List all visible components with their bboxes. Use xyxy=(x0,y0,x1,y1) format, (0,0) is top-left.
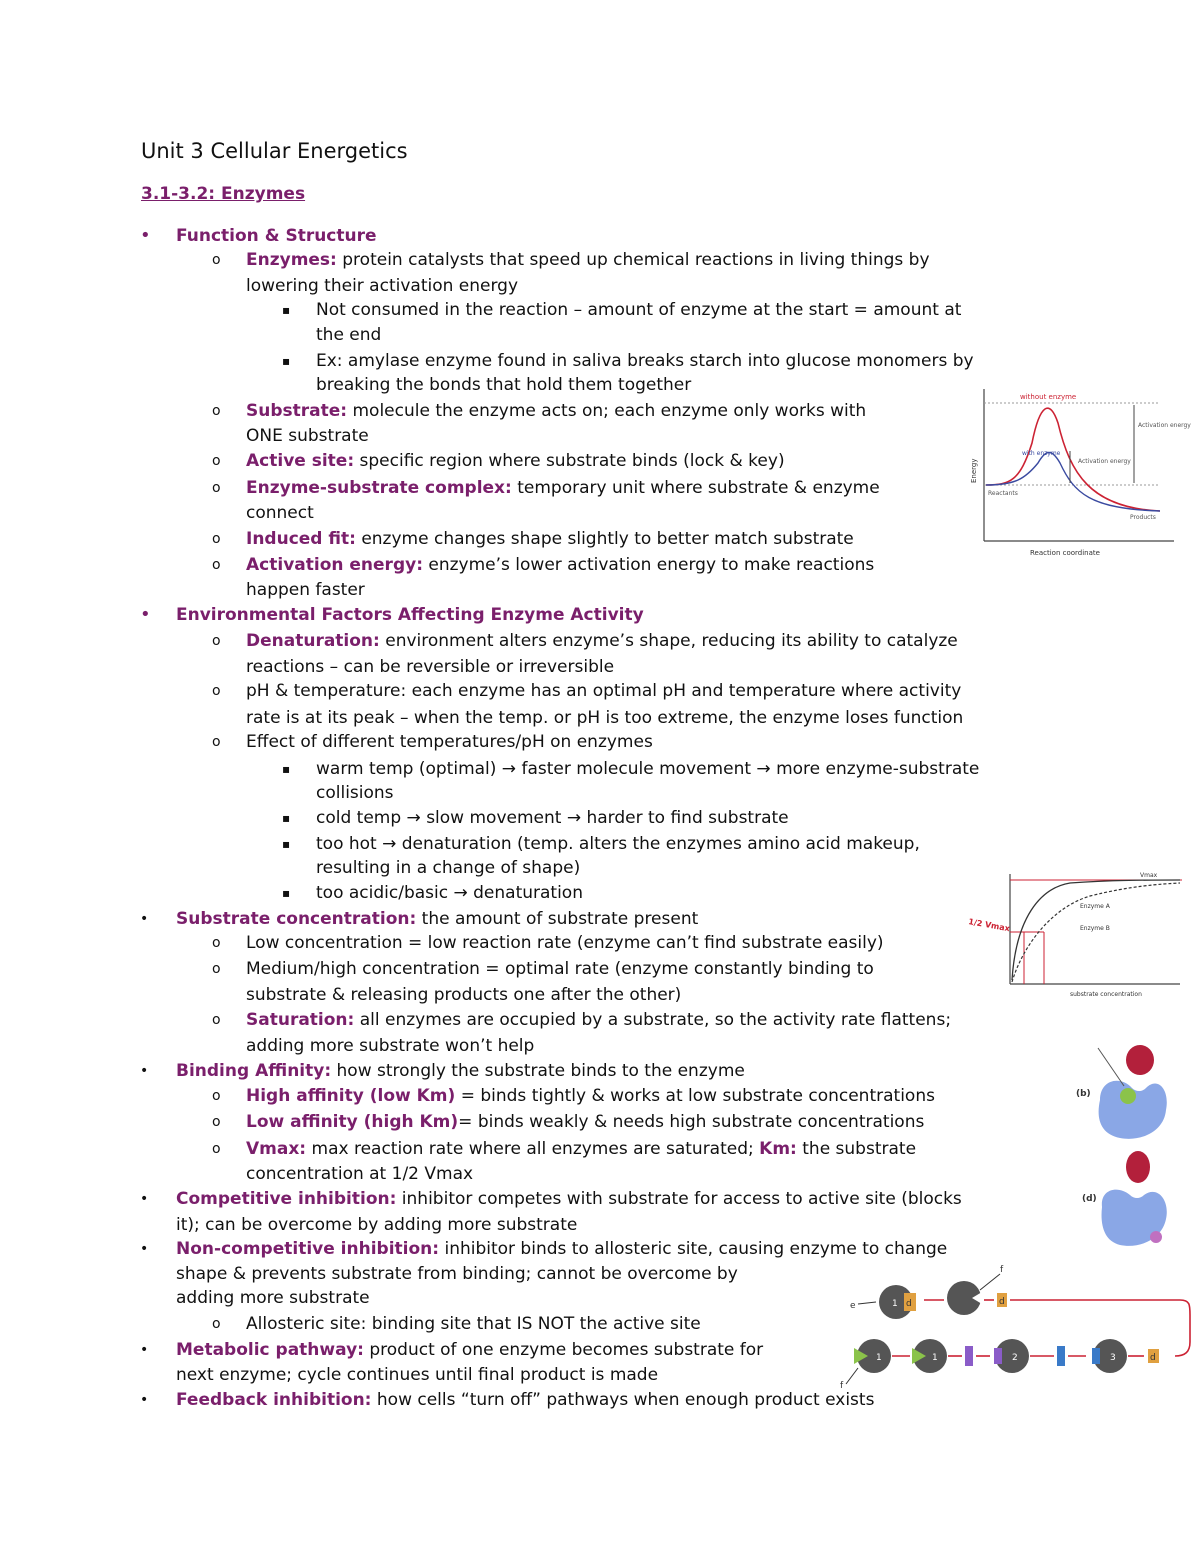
inhibitor-shape xyxy=(1120,1088,1136,1104)
product-d-text: d xyxy=(999,1297,1005,1307)
note-line xyxy=(246,248,930,272)
note-line xyxy=(246,527,854,551)
term: Feedback inhibition: xyxy=(176,1390,372,1410)
figure-d-label: (d) xyxy=(1082,1194,1097,1204)
sub-bullet-icon: o xyxy=(212,935,221,951)
term: Saturation: xyxy=(246,1010,355,1030)
definition-text: next enzyme; cycle continues until final product is made xyxy=(176,1365,659,1385)
competitive-inhibition-figure xyxy=(1070,1040,1180,1150)
intermediate-c xyxy=(1057,1346,1065,1366)
sub-bullet-icon: o xyxy=(212,734,221,750)
y-axis-label: Energy xyxy=(970,458,978,483)
note-line xyxy=(176,603,644,627)
definition-text: inhibitor competes with substrate for access to active site (blocks xyxy=(396,1189,962,1209)
term: Metabolic pathway: xyxy=(176,1340,364,1360)
definition-text: specific region where substrate binds (lock & key) xyxy=(354,451,785,471)
term: Enzyme-substrate complex: xyxy=(246,478,512,498)
label-e: e xyxy=(850,1301,856,1311)
bullet-icon: • xyxy=(140,225,151,246)
square-bullet-icon: ▪ xyxy=(282,811,291,825)
definition-text: environment alters enzyme’s shape, reducing its ability to catalyze xyxy=(379,631,958,651)
allosteric-inhibitor-shape xyxy=(1150,1231,1162,1243)
term: Non-competitive inhibition: xyxy=(176,1239,440,1259)
note-line xyxy=(246,501,314,525)
note-line xyxy=(176,907,698,931)
definition-text: warm temp (optimal) → faster molecule movement → more enzyme-substrate xyxy=(316,759,980,779)
x-axis-label: Reaction coordinate xyxy=(1030,549,1100,557)
definition-text: adding more substrate xyxy=(176,1288,370,1308)
definition-text: how cells “turn off” pathways when enough product exists xyxy=(371,1390,875,1410)
without-enzyme-label: without enzyme xyxy=(1020,393,1077,401)
bullet-icon: • xyxy=(140,1392,149,1408)
square-bullet-icon: ▪ xyxy=(282,354,291,368)
definition-text: Low concentration = low reaction rate (enzyme can’t find substrate easily) xyxy=(246,933,884,953)
sub-bullet-icon: o xyxy=(212,403,221,419)
note-line xyxy=(246,553,874,577)
bullet-icon: • xyxy=(140,911,149,927)
pointer-line xyxy=(1098,1048,1124,1086)
note-line xyxy=(316,806,789,830)
note-line xyxy=(176,1059,745,1083)
sub-bullet-icon: o xyxy=(212,1088,221,1104)
definition-text: concentration at 1/2 Vmax xyxy=(246,1164,474,1184)
final-product-label: d xyxy=(1150,1353,1156,1363)
definition-text: cold temp → slow movement → harder to find substrate xyxy=(316,808,789,828)
noncompetitive-inhibition-figure xyxy=(1070,1145,1180,1260)
definition-text: too hot → denaturation (temp. alters the enzymes amino acid makeup, xyxy=(316,834,920,854)
note-line xyxy=(316,349,974,373)
term: Km: xyxy=(759,1139,797,1159)
note-line xyxy=(316,832,920,856)
note-line xyxy=(246,629,958,653)
note-line xyxy=(176,224,377,248)
term: Enzymes: xyxy=(246,250,337,270)
note-line xyxy=(316,757,979,781)
definition-text: molecule the enzyme acts on; each enzyme only works with xyxy=(347,401,867,421)
intermediate-c-bound xyxy=(1092,1348,1100,1364)
sub-bullet-icon: o xyxy=(212,1141,221,1157)
definition-text: how strongly the substrate binds to the enzyme xyxy=(331,1061,745,1081)
term: High affinity (low Km) xyxy=(246,1086,456,1106)
activation-label-small: Activation energy xyxy=(1078,458,1131,465)
term: Activation energy: xyxy=(246,555,423,575)
square-bullet-icon: ▪ xyxy=(282,762,291,776)
note-line xyxy=(176,1237,947,1261)
enzyme-1-label-top: 1 xyxy=(892,1299,898,1309)
definition-text: all enzymes are occupied by a substrate, so the activity rate flattens; xyxy=(354,1010,952,1030)
definition-text: Medium/high concentration = optimal rate (enzyme constantly binding to xyxy=(246,959,874,979)
note-line xyxy=(246,476,880,500)
definition-text: Allosteric site: binding site that IS NOT the active site xyxy=(246,1314,701,1334)
note-line xyxy=(246,957,874,981)
sub-bullet-icon: o xyxy=(212,480,221,496)
activation-energy-graph xyxy=(960,383,1191,563)
sub-bullet-icon: o xyxy=(212,961,221,977)
note-line xyxy=(316,323,381,347)
note-line xyxy=(246,274,518,298)
definition-text: reactions – can be reversible or irreversible xyxy=(246,657,615,677)
definition-text: inhibitor binds to allosteric site, causing enzyme to change xyxy=(439,1239,948,1259)
pointer-e xyxy=(858,1302,876,1304)
note-line xyxy=(246,1034,534,1058)
definition-text: ONE substrate xyxy=(246,426,369,446)
figure-b-label: (b) xyxy=(1076,1089,1091,1099)
definition-text: connect xyxy=(246,503,314,523)
reactants-label: Reactants xyxy=(988,490,1018,497)
definition-text: shape & prevents substrate from binding; cannot be overcome by xyxy=(176,1264,738,1284)
sub-bullet-icon: o xyxy=(212,557,221,573)
definition-text: the end xyxy=(316,325,382,345)
enzyme-shape xyxy=(1099,1081,1167,1139)
note-line xyxy=(246,706,963,730)
note-line xyxy=(246,1162,473,1186)
definition-text: = binds weakly & needs high substrate concentrations xyxy=(458,1112,925,1132)
note-line xyxy=(246,730,653,754)
sub-bullet-icon: o xyxy=(212,683,221,699)
definition-text: happen faster xyxy=(246,580,365,600)
note-line xyxy=(316,781,394,805)
definition-text: resulting in a change of shape) xyxy=(316,858,581,878)
definition-text: substrate & releasing products one after the other) xyxy=(246,985,682,1005)
definition-text: = binds tightly & works at low substrate concentrations xyxy=(455,1086,935,1106)
term: Active site: xyxy=(246,451,355,471)
note-line xyxy=(176,1363,658,1387)
sub-bullet-icon: o xyxy=(212,1316,221,1332)
note-line xyxy=(246,679,961,703)
definition-text: enzyme’s lower activation energy to make reactions xyxy=(423,555,875,575)
bullet-icon: • xyxy=(140,1191,149,1207)
sub-bullet-icon: o xyxy=(212,531,221,547)
vmax-label: Vmax xyxy=(1140,872,1158,879)
definition-text: the substrate xyxy=(796,1139,917,1159)
substrate-shape xyxy=(1126,1045,1154,1075)
definition-text: Ex: amylase enzyme found in saliva breaks starch into glucose monomers by xyxy=(316,351,974,371)
note-line xyxy=(246,983,681,1007)
definition-text: collisions xyxy=(316,783,394,803)
definition-text: pH & temperature: each enzyme has an optimal pH and temperature where activity xyxy=(246,681,962,701)
definition-text: it); can be overcome by adding more substrate xyxy=(176,1215,578,1235)
pointer-f-bottom xyxy=(846,1368,858,1384)
definition-text: temporary unit where substrate & enzyme xyxy=(511,478,880,498)
pathway-enzyme-1b-label: 1 xyxy=(932,1353,938,1363)
definition-text: the amount of substrate present xyxy=(416,909,699,929)
enzyme-a-label: Enzyme A xyxy=(1080,903,1110,910)
definition-text: product of one enzyme becomes substrate for xyxy=(363,1340,764,1360)
term: Substrate concentration: xyxy=(176,909,417,929)
bullet-icon: • xyxy=(140,1063,149,1079)
definition-text: breaking the bonds that hold them together xyxy=(316,375,692,395)
term: Denaturation: xyxy=(246,631,380,651)
with-enzyme-label: with enzyme xyxy=(1022,450,1061,457)
definition-text: enzyme changes shape slightly to better match substrate xyxy=(355,529,854,549)
term: Binding Affinity: xyxy=(176,1061,332,1081)
definition-text: rate is at its peak – when the temp. or pH is too extreme, the enzyme loses function xyxy=(246,708,964,728)
note-line xyxy=(246,424,369,448)
definition-text: Not consumed in the reaction – amount of enzyme at the start = amount at xyxy=(316,300,962,320)
pathway-enzyme-3-label: 3 xyxy=(1110,1353,1116,1363)
note-line xyxy=(176,1187,962,1211)
note-line xyxy=(246,931,884,955)
bullet-icon: • xyxy=(140,1342,149,1358)
definition-text: protein catalysts that speed up chemical reactions in living things by xyxy=(336,250,930,270)
pathway-enzyme-2-label: 2 xyxy=(1012,1353,1018,1363)
note-line xyxy=(246,1008,951,1032)
term: Environmental Factors Affecting Enzyme Activity xyxy=(176,605,644,625)
note-line xyxy=(176,1388,874,1412)
x-axis-label: substrate concentration xyxy=(1070,991,1142,998)
intermediate-b xyxy=(965,1346,973,1366)
square-bullet-icon: ▪ xyxy=(282,886,291,900)
note-line xyxy=(246,1312,701,1336)
intermediate-b-bound xyxy=(994,1348,1002,1364)
note-line xyxy=(176,1286,370,1310)
sub-bullet-icon: o xyxy=(212,633,221,649)
term: Function & Structure xyxy=(176,226,377,246)
note-line xyxy=(176,1338,763,1362)
sub-bullet-icon: o xyxy=(212,1114,221,1130)
page-title: Unit 3 Cellular Energetics xyxy=(141,139,408,163)
term: Induced fit: xyxy=(246,529,356,549)
products-label: Products xyxy=(1130,514,1156,521)
sub-bullet-icon: o xyxy=(212,453,221,469)
sub-bullet-icon: o xyxy=(212,252,221,268)
definition-text: lowering their activation energy xyxy=(246,276,519,296)
sub-bullet-icon: o xyxy=(212,1012,221,1028)
definition-text: max reaction rate where all enzymes are saturated; xyxy=(306,1139,760,1159)
note-line xyxy=(316,298,961,322)
note-line xyxy=(316,881,583,905)
substrate-shape xyxy=(1126,1151,1150,1183)
note-line xyxy=(246,1084,935,1108)
substrate-saturation-graph xyxy=(960,868,1190,1008)
note-line xyxy=(246,655,614,679)
note-line xyxy=(176,1213,577,1237)
note-line xyxy=(246,1110,924,1134)
note-line xyxy=(316,373,691,397)
definition-text: too acidic/basic → denaturation xyxy=(316,883,583,903)
product-d-label-top: d xyxy=(906,1299,912,1309)
activation-label: Activation energy xyxy=(1138,422,1191,429)
note-line xyxy=(246,449,785,473)
pointer-f-top xyxy=(980,1274,1000,1290)
bullet-icon: • xyxy=(140,604,151,625)
note-line xyxy=(176,1262,738,1286)
pathway-enzyme-1-label: 1 xyxy=(876,1353,882,1363)
label-f-bottom: f xyxy=(840,1381,844,1391)
term: Competitive inhibition: xyxy=(176,1189,397,1209)
bullet-icon: • xyxy=(140,1241,149,1257)
note-line xyxy=(246,578,365,602)
square-bullet-icon: ▪ xyxy=(282,303,291,317)
square-bullet-icon: ▪ xyxy=(282,837,291,851)
enzyme-b-label: Enzyme B xyxy=(1080,925,1110,932)
definition-text: Effect of different temperatures/pH on enzymes xyxy=(246,732,653,752)
definition-text: adding more substrate won’t help xyxy=(246,1036,535,1056)
note-line xyxy=(316,856,580,880)
term: Vmax: xyxy=(246,1139,307,1159)
label-f-top: f xyxy=(1000,1265,1004,1275)
term: Substrate: xyxy=(246,401,348,421)
note-line xyxy=(246,399,866,423)
half-vmax-label: 1/2 Vmax xyxy=(967,917,1011,934)
term: Low affinity (high Km) xyxy=(246,1112,459,1132)
section-heading: 3.1-3.2: Enzymes xyxy=(141,184,306,204)
feedback-pathway-figure xyxy=(840,1260,1195,1390)
note-line xyxy=(246,1137,916,1161)
